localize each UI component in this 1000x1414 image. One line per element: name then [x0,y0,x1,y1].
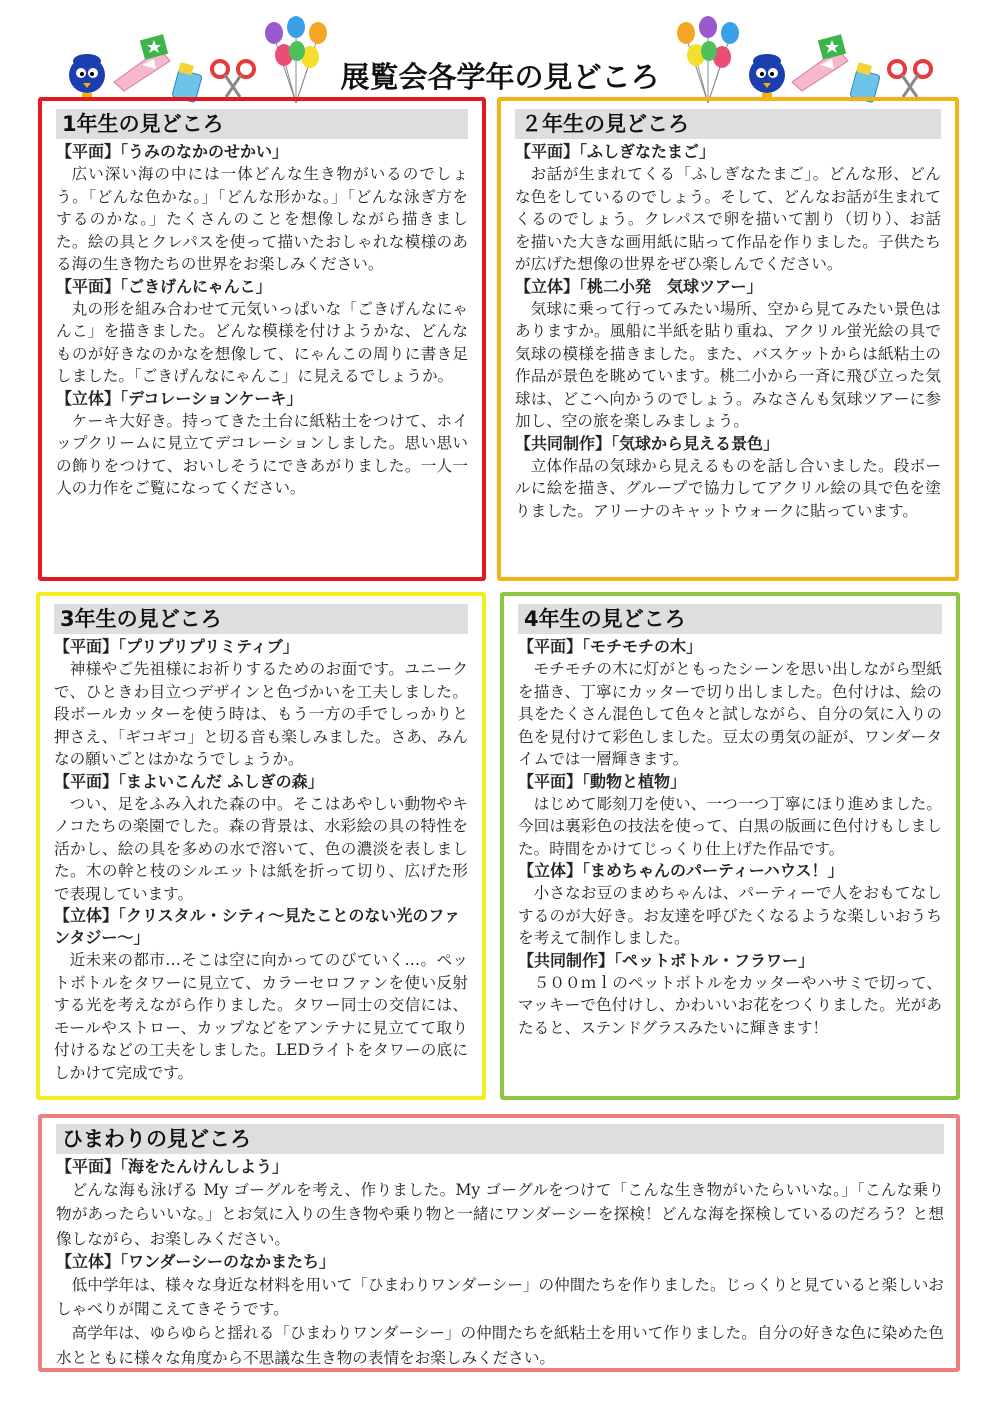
section-title: 【立体】「クリスタル・シティ～見たことのない光のファンタジー～」 [54,906,461,947]
section-title: 【平面】「ふしぎなたまご」 [515,142,716,161]
section-body: つい、足をふみ入れた森の中。そこはあやしい動物やキノコたちの楽園でした。森の背景は、水彩絵の具の特性を活かし、絵の具を多めの水で溶いて、色の濃淡を表しました。木の幹と枝のシルエットは紙を折って切り、広げた形で表現しています。 [54,794,468,903]
page-header [0,15,1000,105]
section-body: 神様やご先祖様にお祈りするためのお面です。ユニークで、ひときわ目立つデザインと色づかいを工夫しました。段ボールカッターを使う時は、もう一方の手でしっかりと押さえ、「ギコギコ」と切る音も楽しみました。さあ、みんなの願いごとはかなうでしょうか。 [54,660,468,768]
balloon-cluster-icon [260,15,332,105]
section-body: 高学年は、ゆらゆらと揺れる「ひまわりワンダーシー」の仲間たちを紙粘土を用いて作りました。自分の好きな色に染めた色水とともに様々な角度から不思議な生き物の表情をお楽しみください。 [56,1324,944,1367]
section-body: 低中学年は、様々な身近な材料を用いて「ひまわりワンダーシー」の仲間たちを作りました。じっくりと見ていると楽しいおしゃべりが聞こえてきそうです。 [56,1275,944,1319]
section-body: 立体作品の気球から見えるものを話し合いました。段ボールに絵を描き、グループで協力してアクリル絵の具で色を塗りました。アリーナのキャットウォークに貼っています。 [515,456,941,520]
section-title: 【共同制作】「気球から見える景色」 [515,433,780,453]
grade2-panel [497,97,959,581]
grade4-heading: 4年生の見どころ [518,604,942,634]
section-title: 【平面】「ごきげんにゃんこ」 [56,276,272,296]
section-body: はじめて彫刻刀を使い、一つ一つ丁寧にほり進めました。今回は裏彩色の技法を使って、白黒の版画に色付けもしました。時間をかけてじっくり仕上げた作品です。 [518,794,942,858]
page-title: 展覧会各学年の見どころ [340,60,660,94]
scissors-icon [208,55,258,100]
section-body: ケーキ大好き。持ってきた土台に紙粘土をつけて、ホイップクリームに見立てデコレーションしました。思い思いの飾りをつけて、おいしそうにできあがりました。一人一人の力作をご覧になってください。 [56,411,468,497]
grade1-heading: 1年生の見どころ [56,109,468,139]
section-title: 【共同制作】「ペットボトル・フラワー」 [518,950,815,970]
section-title: 【平面】「うみのなかのせかい」 [56,142,289,161]
section-title: 【立体】「デコレーションケーキ」 [56,388,303,408]
grade2-heading: ２年生の見どころ [515,109,941,139]
star-sticker-icon [818,33,848,63]
grade1-panel [38,97,486,581]
section-title: 【平面】「海をたんけんしよう」 [56,1157,289,1176]
grade3-heading: 3年生の見どころ [54,604,468,634]
grade4-panel [500,592,960,1100]
section-title: 【平面】「プリプリプリミティブ」 [54,637,299,656]
section-body: 小さなお豆のまめちゃんは、パーティーで人をおもてなしするのが大好き。お友達を呼びたくなるような楽しいおうちを考えて制作しました。 [518,884,942,947]
section-body: 気球に乗って行ってみたい場所、空から見てみたい景色はありますか。風船に半紙を貼り重ね、アクリル蛍光絵の具で気球の模様を描きました。また、バスケットからは紙粘土の作品が景色を眺めています。桃二小から一斉に飛び立った気球は、どこへ向かうのでしょう。みなさんも気球ツアーに参加し、空の旅を楽しみましょう。 [515,299,941,430]
section-title: 【立体】「ワンダーシーのなかまたち」 [56,1251,336,1271]
section-body: ５００ｍｌのペットボトルをカッターやハサミで切って、マッキーで色付けし、かわいいお花をつくりました。光があたると、ステンドグラスみたいに輝きます！ [518,973,942,1037]
balloon-cluster-icon [672,15,744,105]
section-body: 丸の形を組み合わせて元気いっぱいな「ごきげんなにゃんこ」を描きました。どんな模様を付けようかな、どんなものが好きなのかなを想像して、にゃんこの周りに書き足しました。「ごきげんなにゃんこ」に見えるでしょうか。 [56,299,468,385]
grade3-panel [36,592,486,1100]
star-sticker-icon [140,33,170,63]
section-title: 【立体】「桃二小発 気球ツアー」 [515,276,763,296]
section-body: モチモチの木に灯がともったシーンを思い出しながら型紙を描き、丁寧にカッターで切り出しました。色付けは、絵の具をたくさん混色して色々と試しながら、自分の気に入りの色を見付けて彩色しました。豆太の勇気の証が、ワンダータイムでは一層輝きます。 [518,660,942,768]
section-title: 【立体】「まめちゃんのパーティーハウス！」 [518,861,844,880]
himawari-panel [38,1114,960,1372]
section-body: どんな海も泳げる My ゴーグルを考え、作りました。My ゴーグルをつけて「こんな生き物がいたらいいな。」「こんな乗り物があったらいいな。」とお気に入りの生き物や乗り物と一緒にワンダーシーを探検！どんな海を探検しているのだろう？と想像しながら、お楽しみください。 [56,1181,944,1248]
section-body: 近未来の都市…そこは空に向かってのびていく…。ペットボトルをタワーに見立て、カラーセロファンを使い反射する光を考えながら作りました。タワー同士の交信には、モールやストロー、カップなどをアンテナに見立てて取り付けるなどの工夫をしました。LEDライトをタワーの底にしかけて完成です。 [54,951,468,1082]
section-title: 【平面】「モチモチの木」 [518,637,703,656]
scissors-icon [885,55,935,100]
section-body: お話が生まれてくる「ふしぎなたまご」。どんな形、どんな色をしているのでしょう。そして、どんなお話が生まれてくるのでしょう。クレパスで卵を描いて割り（切り）、お話を描いた大きな画用紙に貼って作品を作りました。子供たちが広げた想像の世界をぜひ楽しんでください。 [515,165,941,273]
himawari-heading: ひまわりの見どころ [56,1124,944,1154]
section-title: 【平面】「まよいこんだ ふしぎの森」 [54,771,324,791]
section-body: 広い深い海の中には一体どんな生き物がいるのでしょう。「どんな色かな。」「どんな形かな。」「どんな泳ぎ方をするのかな。」たくさんのことを想像しながら描きました。絵の具とクレパスを使って描いたおしゃれな模様のある海の生き物たちの世界をお楽しみください。 [56,165,468,273]
section-title: 【平面】「動物と植物」 [518,771,687,791]
